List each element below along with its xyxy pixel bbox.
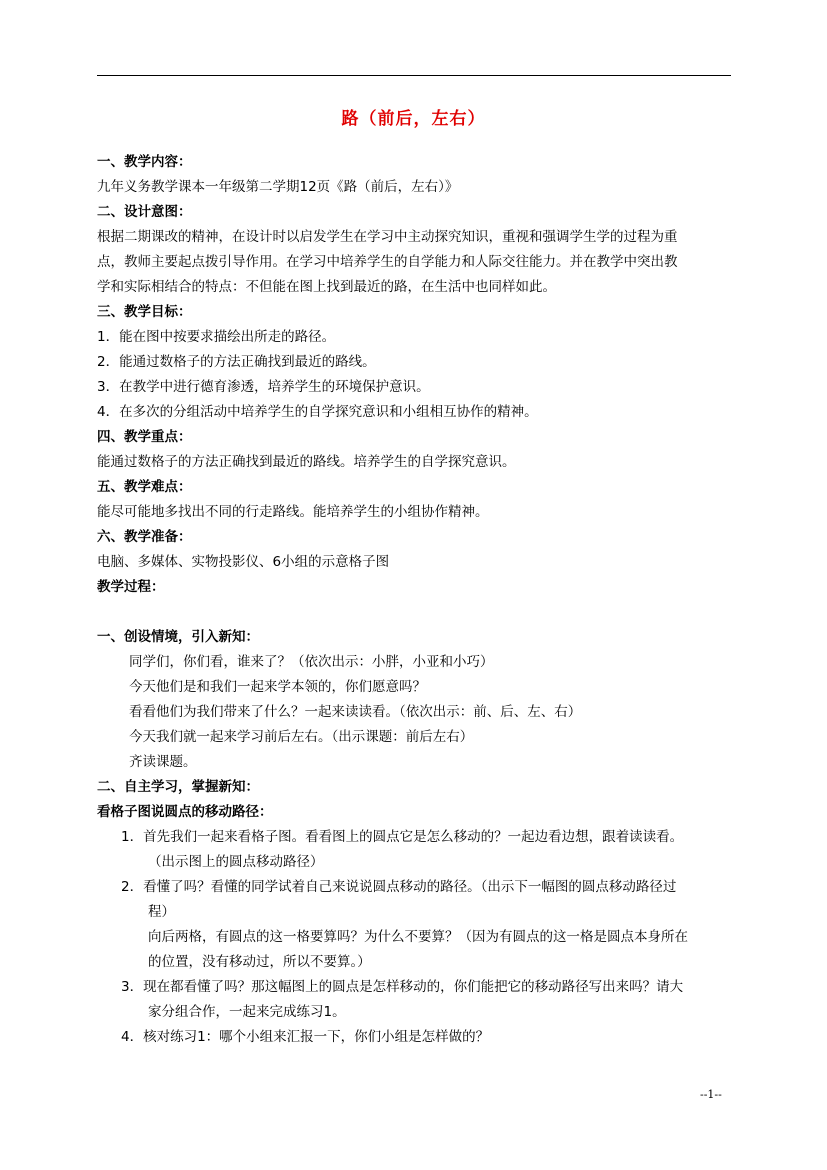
section-heading-key-points: 四、教学重点： — [97, 429, 192, 445]
section-heading-goals: 三、教学目标： — [97, 304, 192, 320]
step-item: 2．看懂了吗？看懂的同学试着自己来说说圆点移动的路径。（出示下一幅图的圆点移动路径过 — [121, 879, 677, 895]
step-item: 4．核对练习1：哪个小组来汇报一下，你们小组是怎样做的？ — [121, 1029, 490, 1045]
step-item-continuation: 家分组合作，一起来完成练习1。 — [148, 1004, 346, 1020]
section-heading-difficulties: 五、教学难点： — [97, 479, 192, 495]
step-item: 1．首先我们一起来看格子图。看看图上的圆点它是怎么移动的？一起边看边想，跟着读读看。 — [121, 829, 684, 845]
goal-item: 4．在多次的分组活动中培养学生的自学探究意识和小组相互协作的精神。 — [97, 404, 538, 420]
goal-item: 1．能在图中按要求描绘出所走的路径。 — [97, 329, 336, 345]
section-text-preparation: 电脑、多媒体、实物投影仪、6小组的示意格子图 — [97, 554, 390, 570]
section-text-key-points: 能通过数格子的方法正确找到最近的路线。培养学生的自学探究意识。 — [97, 454, 516, 470]
step-item-continuation: 程） — [148, 904, 175, 920]
step-item-continuation: 的位置，没有移动过，所以不要算。） — [148, 954, 371, 970]
document-title: 路（前后，左右） — [341, 109, 486, 129]
paragraph-line: 学和实际相结合的特点：不但能在图上找到最近的路，在生活中也同样如此。 — [97, 279, 556, 295]
dialogue-line: 同学们，你们看，谁来了？（依次出示：小胖，小亚和小巧） — [129, 654, 494, 670]
goal-item: 2．能通过数格子的方法正确找到最近的路线。 — [97, 354, 376, 370]
process-heading: 教学过程： — [97, 579, 165, 595]
section-heading-design: 二、设计意图： — [97, 204, 192, 220]
spacer — [97, 600, 737, 625]
process-step-1-heading: 一、创设情境，引入新知： — [97, 629, 259, 645]
process-step-2-heading: 二、自主学习，掌握新知： — [97, 779, 259, 795]
section-heading-content: 一、教学内容： — [97, 154, 192, 170]
header-rule — [97, 75, 731, 76]
section-heading-preparation: 六、教学准备： — [97, 529, 192, 545]
document-body — [97, 150, 737, 1050]
section-text-difficulties: 能尽可能地多找出不同的行走路线。能培养学生的小组协作精神。 — [97, 504, 489, 520]
dialogue-line: 看看他们为我们带来了什么？一起来读读看。（依次出示：前、后、左、右） — [129, 704, 582, 720]
paragraph-line: 点，教师主要起点拨引导作用。在学习中培养学生的自学能力和人际交往能力。并在教学中突出教 — [97, 254, 678, 270]
step-item: 3．现在都看懂了吗？那这幅图上的圆点是怎样移动的，你们能把它的移动路径写出来吗？请大 — [121, 979, 684, 995]
paragraph-line: 根据二期课改的精神，在设计时以启发学生在学习中主动探究知识，重视和强调学生学的过程为重 — [97, 229, 678, 245]
goal-item: 3．在教学中进行德育渗透，培养学生的环境保护意识。 — [97, 379, 430, 395]
dialogue-line: 齐读课题。 — [129, 754, 197, 770]
section-text-content: 九年义务教学课本一年级第二学期12页《路（前后，左右）》 — [97, 179, 459, 195]
dialogue-line: 今天他们是和我们一起来学本领的，你们愿意吗？ — [129, 679, 426, 695]
page-number: --1-- — [700, 1088, 722, 1101]
dialogue-line: 今天我们就一起来学习前后左右。（出示课题：前后左右） — [129, 729, 474, 745]
step-item-continuation: （出示图上的圆点移动路径） — [148, 854, 324, 870]
process-step-2-subheading: 看格子图说圆点的移动路径： — [97, 804, 273, 820]
step-item-continuation: 向后两格，有圆点的这一格要算吗？为什么不要算？（因为有圆点的这一格是圆点本身所在 — [148, 929, 688, 945]
